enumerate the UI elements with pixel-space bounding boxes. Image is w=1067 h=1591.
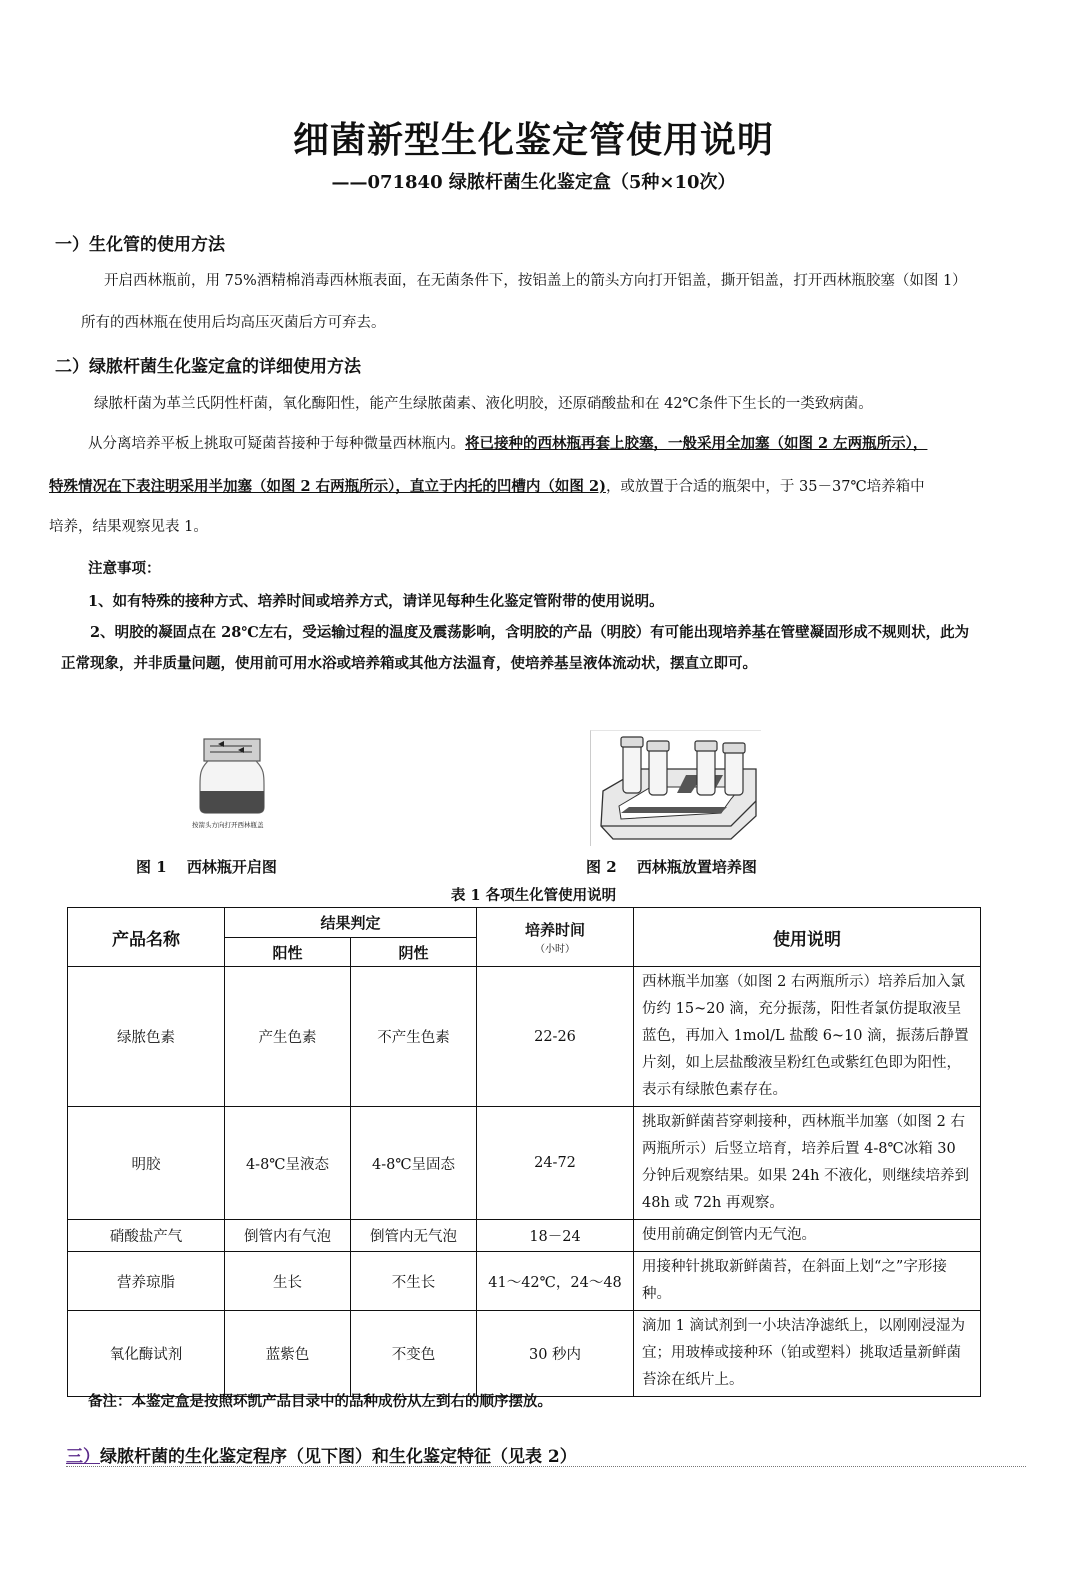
note-2-line-2: 正常现象，并非质量问题，使用前可用水浴或培养箱或其他方法温育，使培养基呈液体流动状，摆直立即可。 (61, 655, 757, 672)
cell-name: 绿脓色素 (68, 967, 225, 1107)
table-row (68, 1107, 981, 1220)
cell-usage: 滴加 1 滴试剂到一小块洁净滤纸上，以刚刚浸湿为宜；用玻棒或接种环（铂或塑料）挑取适量新鲜菌苔涂在纸片上。 (634, 1311, 981, 1397)
cell-negative: 不产生色素 (351, 967, 477, 1107)
cell-positive: 倒管内有气泡 (225, 1220, 351, 1252)
header-time (477, 908, 634, 967)
table-row (68, 1311, 981, 1397)
note-2-line-1: 2、明胶的凝固点在 28℃左右，受运输过程的温度及震荡影响，含明胶的产品（明胶）有可能出现培养基在管壁凝固形成不规则状，此为 (90, 624, 970, 641)
cell-name: 明胶 (68, 1107, 225, 1220)
page-subtitle: ——071840 绿脓杆菌生化鉴定盒（5种×10次） (331, 172, 736, 193)
header-usage: 使用说明 (634, 908, 981, 967)
page-title: 细菌新型生化鉴定管使用说明 (292, 120, 774, 161)
note-1: 1、如有特殊的接种方式、培养时间或培养方式，请详见每种生化鉴定管附带的使用说明。 (88, 593, 664, 610)
cell-negative: 不生长 (351, 1252, 477, 1311)
table-row (68, 967, 981, 1107)
cell-positive: 蓝紫色 (225, 1311, 351, 1397)
cell-usage: 用接种针挑取新鲜菌苔，在斜面上划“之”字形接种。 (634, 1252, 981, 1311)
table-remark: 备注：本鉴定盒是按照环凯产品目录中的品种成份从左到右的顺序摆放。 (88, 1393, 552, 1410)
header-positive: 阳性 (225, 938, 351, 967)
cell-time: 24-72 (477, 1107, 634, 1220)
section2-heading: 二）绿脓杆菌生化鉴定盒的详细使用方法 (55, 357, 361, 377)
cell-usage: 挑取新鲜菌苔穿刺接种，西林瓶半加塞（如图 2 右两瓶所示）后竖立培育，培养后置 4-8℃冰箱 30 分钟后观察结果。如果 24h 不液化，则继续培养到 48h 或 72h 再观察。 (634, 1107, 981, 1220)
cell-usage: 使用前确定倒管内无气泡。 (634, 1220, 981, 1252)
notes-heading: 注意事项： (88, 560, 161, 577)
cell-positive: 生长 (225, 1252, 351, 1311)
divider-line (66, 1466, 1026, 1467)
cell-time: 18－24 (477, 1220, 634, 1252)
figure-1-vial-illustration (186, 735, 296, 835)
section2-paragraph-1: 绿脓杆菌为革兰氏阴性杆菌，氧化酶阳性，能产生绿脓菌素、液化明胶，还原硝酸盐和在 42℃条件下生长的一类致病菌。 (94, 396, 873, 412)
section2-paragraph-2-bold: 将已接种的西林瓶再套上胶塞，一般采用全加塞（如图 2 左两瓶所示）， (465, 435, 928, 452)
header-time-unit: （小时） (535, 944, 576, 955)
section2-paragraph-4: 培养，结果观察见表 1。 (49, 519, 208, 535)
cell-negative: 不变色 (351, 1311, 477, 1397)
section3-heading-text: 绿脓杆菌的生化鉴定程序（见下图）和生化鉴定特征（见表 2） (100, 1447, 577, 1467)
cell-name: 氧化酶试剂 (68, 1311, 225, 1397)
header-result: 结果判定 (225, 908, 477, 938)
section1-paragraph-1: 开启西林瓶前，用 75%酒精棉消毒西林瓶表面，在无菌条件下，按铝盖上的箭头方向打开铝盖，撕开铝盖，打开西林瓶胶塞（如图 1） (104, 273, 967, 289)
cell-positive: 4-8℃呈液态 (225, 1107, 351, 1220)
section1-paragraph-2: 所有的西林瓶在使用后均高压灭菌后方可弃去。 (81, 315, 386, 331)
cell-negative: 4-8℃呈固态 (351, 1107, 477, 1220)
table-caption: 表 1 各项生化管使用说明 (450, 887, 617, 904)
figure-1-caption: 图 1 西林瓶开启图 (136, 858, 277, 876)
figure-1-inner-label: 按箭头方向打开西林瓶盖 (192, 821, 264, 829)
cell-time: 30 秒内 (477, 1311, 634, 1397)
cell-time: 41～42℃，24～48 (477, 1252, 634, 1311)
section3-heading-prefix: 三） (66, 1447, 100, 1467)
section2-paragraph-2-normal: 从分离培养平板上挑取可疑菌苔接种于每种微量西林瓶内。 (88, 436, 465, 452)
cell-usage: 西林瓶半加塞（如图 2 右两瓶所示）培养后加入氯仿约 15~20 滴，充分振荡，阳性者氯仿提取液呈蓝色，再加入 1mol/L 盐酸 6~10 滴，振荡后静置片刻，如上层盐酸液呈粉红色或紫红色即为阳性，表示有绿脓色素存在。 (634, 967, 981, 1107)
cell-name: 硝酸盐产气 (68, 1220, 225, 1252)
section2-paragraph-3-normal: ，或放置于合适的瓶架中，于 35－37℃培养箱中 (605, 479, 925, 495)
header-product-name: 产品名称 (68, 908, 225, 967)
rack-icon (591, 731, 761, 846)
section2-paragraph-2 (88, 434, 927, 454)
section2-paragraph-3 (49, 477, 925, 497)
cell-negative: 倒管内无气泡 (351, 1220, 477, 1252)
section2-paragraph-3-bold: 特殊情况在下表注明采用半加塞（如图 2 右两瓶所示），直立于内托的凹槽内（如图 2) (49, 478, 606, 495)
figure-2-caption: 图 2 西林瓶放置培养图 (586, 858, 757, 876)
header-negative: 阴性 (351, 938, 477, 967)
header-time-label: 培养时间 (525, 921, 586, 939)
cell-time: 22-26 (477, 967, 634, 1107)
table-row (68, 1252, 981, 1311)
section1-heading: 一）生化管的使用方法 (55, 235, 225, 255)
table-row (68, 1220, 981, 1252)
cell-positive: 产生色素 (225, 967, 351, 1107)
figure-2-rack-illustration (590, 730, 761, 846)
cell-name: 营养琼脂 (68, 1252, 225, 1311)
usage-table (67, 907, 981, 1397)
section3-heading (66, 1442, 577, 1467)
